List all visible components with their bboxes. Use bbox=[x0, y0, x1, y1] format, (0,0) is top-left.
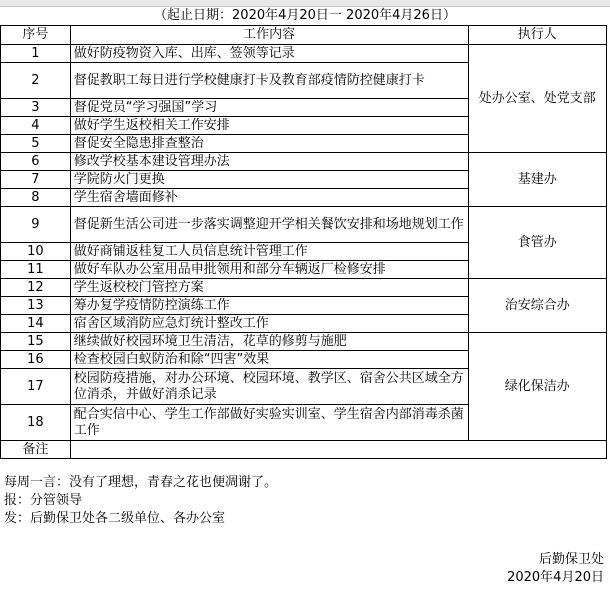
table-row bbox=[1, 45, 607, 63]
owner-cell: 绿化保洁办 bbox=[468, 333, 607, 441]
date-range-title: （起止日期：2020年4月20日一 2020年4月26日） bbox=[154, 8, 456, 23]
row-task: 督促党员“学习强国”学习 bbox=[70, 99, 468, 117]
row-task: 督促安全隐患排查整治 bbox=[70, 135, 468, 153]
row-number: 11 bbox=[1, 261, 71, 279]
row-task: 修改学校基本建设管理办法 bbox=[70, 153, 468, 171]
row-task: 校园防疫措施，对办公环境、校园环境、教学区、宿舍公共区域全方位消杀，并做好消杀记录 bbox=[70, 369, 468, 405]
row-number: 3 bbox=[1, 99, 71, 117]
row-number: 10 bbox=[1, 243, 71, 261]
table-header-row bbox=[1, 26, 607, 45]
row-task: 督促新生活公司进一步落实调整迎开学相关餐饮安排和场地规划工作 bbox=[70, 207, 468, 243]
report-to: 报：分管领导 bbox=[4, 493, 83, 508]
send-to: 发：后勤保卫处各二级单位、各办公室 bbox=[4, 511, 226, 526]
header-owner: 执行人 bbox=[468, 26, 607, 45]
table-row bbox=[1, 279, 607, 297]
row-task: 继续做好校园环境卫生清洁，花草的修剪与施肥 bbox=[70, 333, 468, 351]
row-number: 16 bbox=[1, 351, 71, 369]
row-task: 学生返校校门管控方案 bbox=[70, 279, 468, 297]
table-row bbox=[1, 333, 607, 351]
row-task: 配合实信中心、学生工作部做好实验实训室、学生宿舍内部消毒杀菌工作 bbox=[70, 405, 468, 441]
owner-cell: 处办公室、处党支部 bbox=[468, 45, 607, 153]
row-task: 宿舍区域消防应急灯统计整改工作 bbox=[70, 315, 468, 333]
row-task: 学院防火门更换 bbox=[70, 171, 468, 189]
row-task: 做好防疫物资入库、出库、签领等记录 bbox=[70, 45, 468, 63]
remark-value bbox=[70, 441, 606, 459]
schedule-table bbox=[0, 25, 607, 459]
row-task: 学生宿舍墙面修补 bbox=[70, 189, 468, 207]
row-number: 8 bbox=[1, 189, 71, 207]
table-row bbox=[1, 207, 607, 243]
row-task: 筹办复学疫情防控演练工作 bbox=[70, 297, 468, 315]
row-number: 1 bbox=[1, 45, 71, 63]
header-no: 序号 bbox=[1, 26, 71, 45]
issuer: 后勤保卫处 bbox=[538, 552, 604, 567]
row-task: 做好学生返校相关工作安排 bbox=[70, 117, 468, 135]
row-number: 7 bbox=[1, 171, 71, 189]
owner-cell: 治安综合办 bbox=[468, 279, 607, 333]
row-number: 2 bbox=[1, 63, 71, 99]
row-task: 做好车队办公室用品申批领用和部分车辆返厂检修安排 bbox=[70, 261, 468, 279]
row-number: 5 bbox=[1, 135, 71, 153]
issue-date: 2020年4月20日 bbox=[507, 570, 604, 585]
row-number: 18 bbox=[1, 405, 71, 441]
header-task: 工作内容 bbox=[70, 26, 468, 45]
row-number: 12 bbox=[1, 279, 71, 297]
owner-cell: 食管办 bbox=[468, 207, 607, 279]
remark-label: 备注 bbox=[1, 441, 71, 459]
weekly-quote: 每周一言：没有了理想，青春之花也便凋谢了。 bbox=[4, 475, 278, 490]
row-number: 13 bbox=[1, 297, 71, 315]
table-row bbox=[1, 153, 607, 171]
row-number: 17 bbox=[1, 369, 71, 405]
row-number: 6 bbox=[1, 153, 71, 171]
row-number: 14 bbox=[1, 315, 71, 333]
row-task: 检查校园白蚁防治和除“四害”效果 bbox=[70, 351, 468, 369]
row-number: 9 bbox=[1, 207, 71, 243]
remark-row bbox=[1, 441, 607, 459]
row-task: 做好商铺返桂复工人员信息统计管理工作 bbox=[70, 243, 468, 261]
row-number: 4 bbox=[1, 117, 71, 135]
row-task: 督促教职工每日进行学校健康打卡及教育部疫情防控健康打卡 bbox=[70, 63, 468, 99]
row-number: 15 bbox=[1, 333, 71, 351]
owner-cell: 基建办 bbox=[468, 153, 607, 207]
